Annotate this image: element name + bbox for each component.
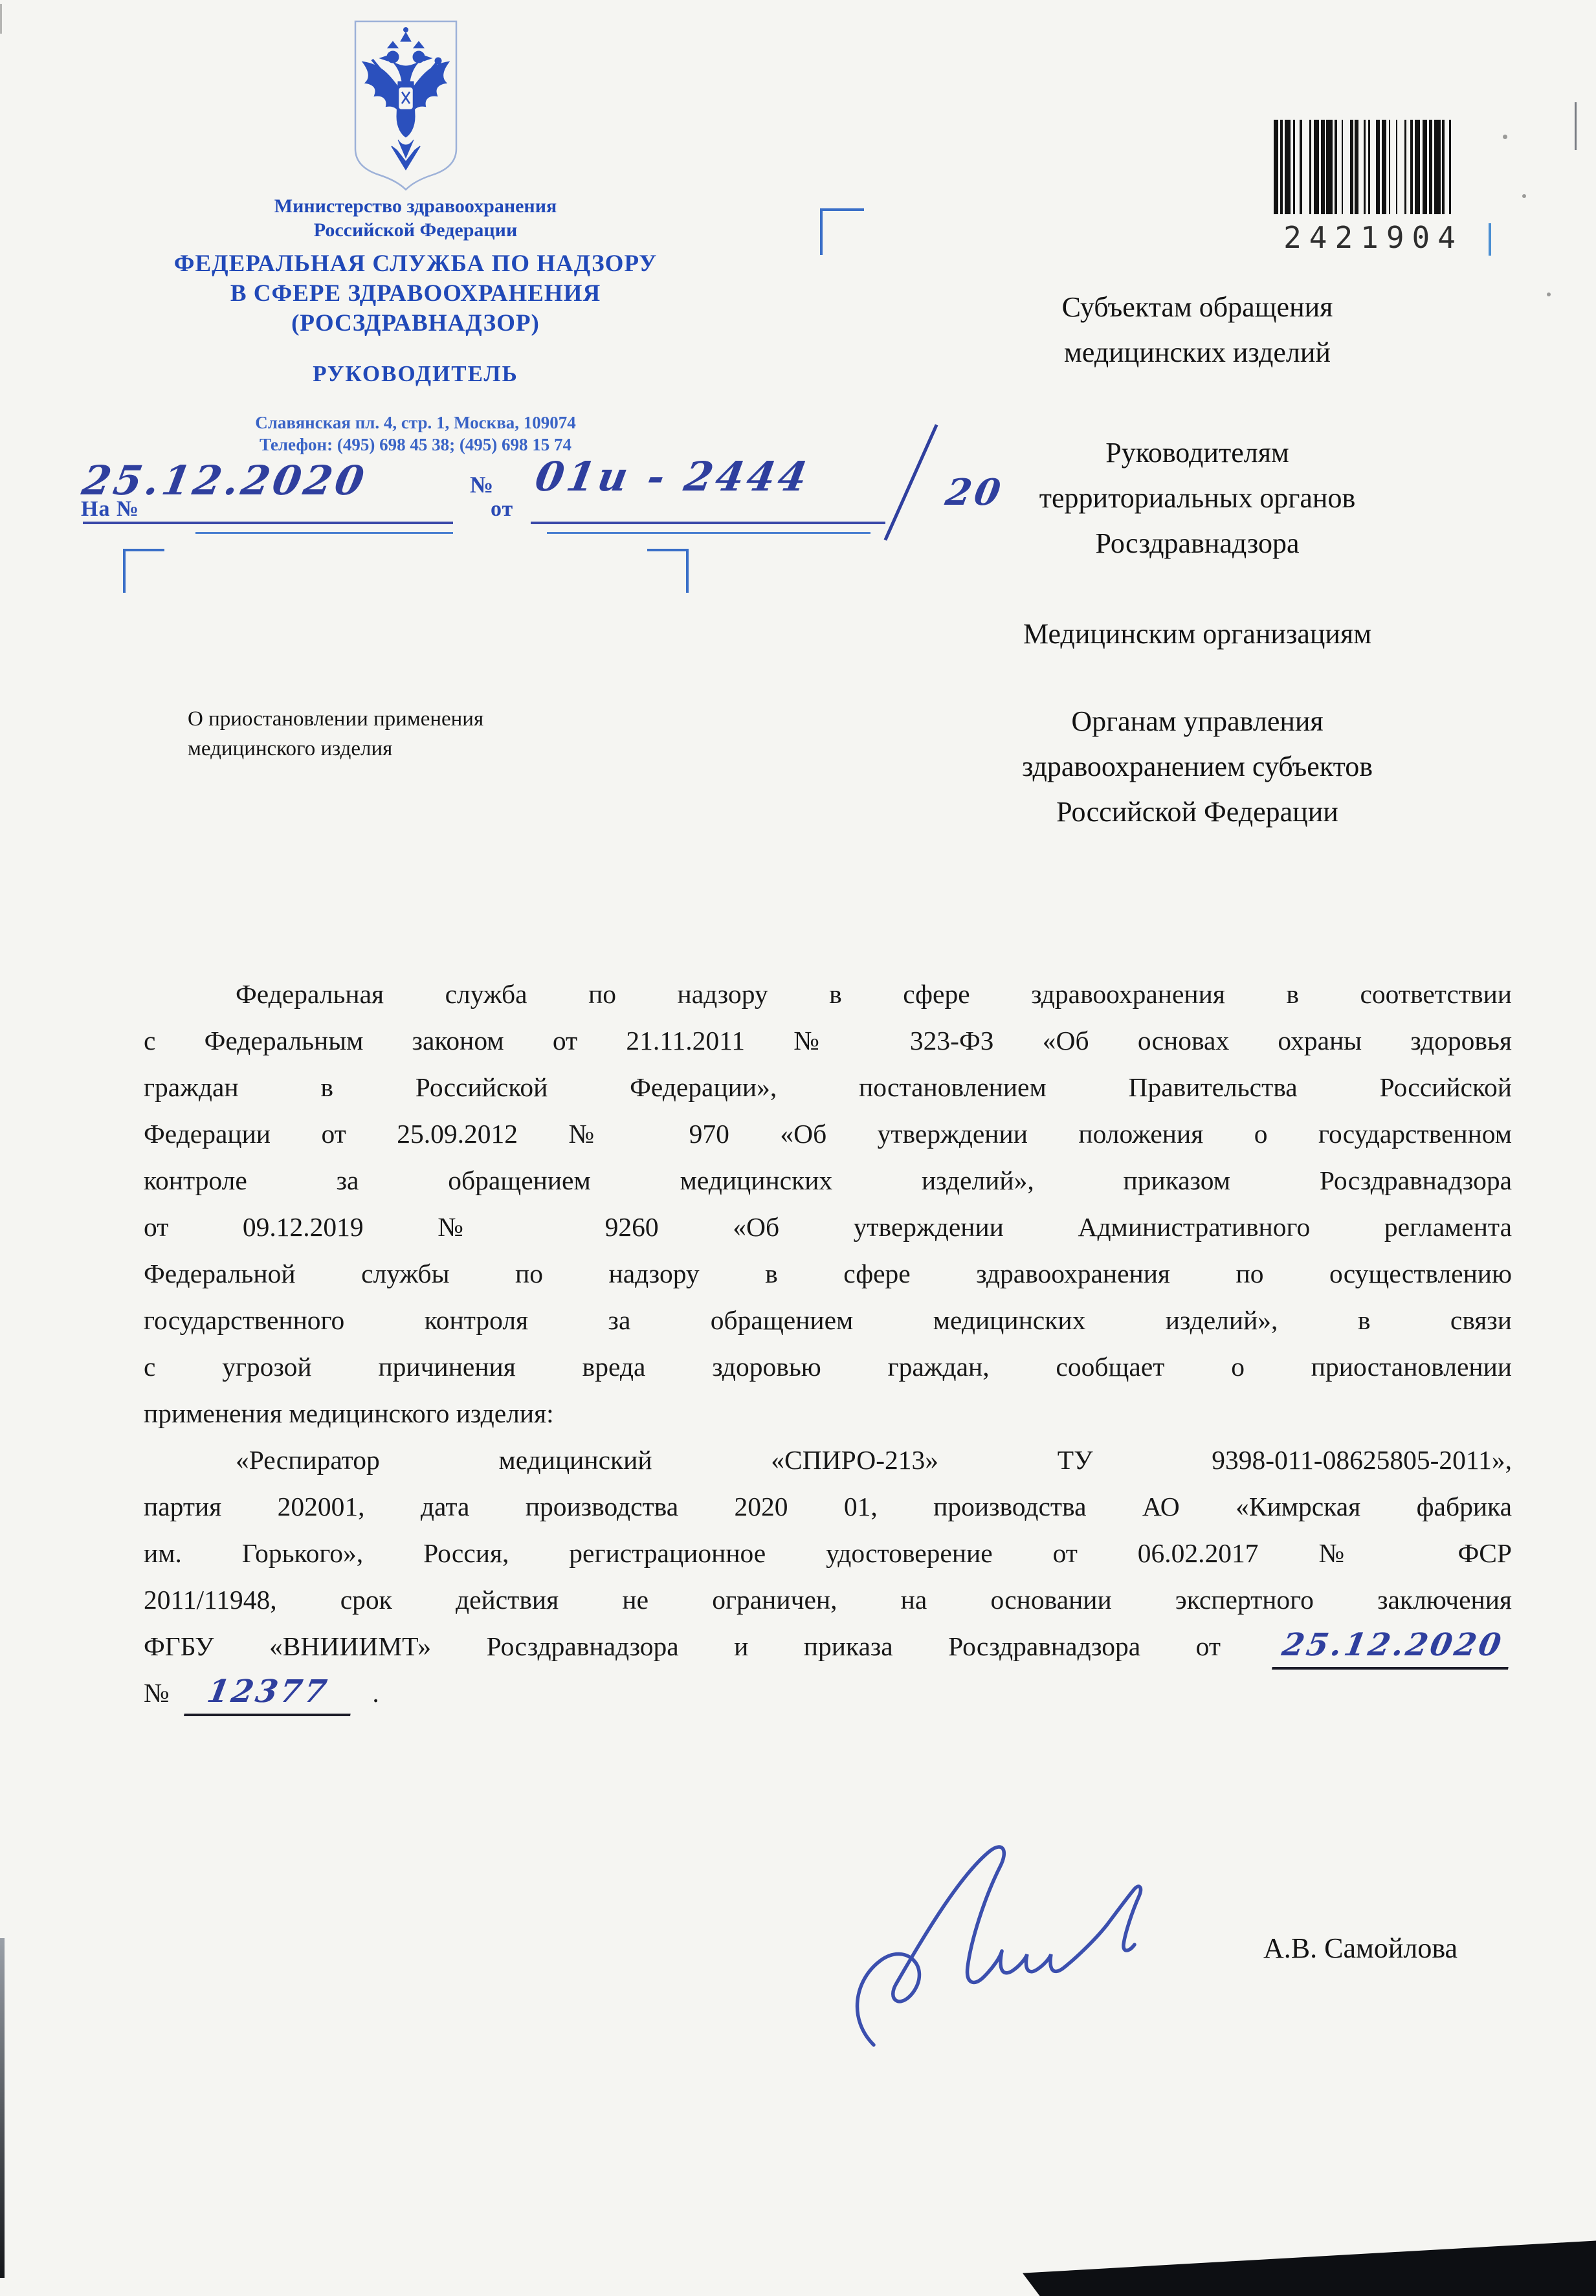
- recipient-group: [906, 430, 1489, 566]
- body-line: государственного контроля за обращением медицинских изделий», в связи: [144, 1305, 1512, 1335]
- scan-artifact-left-edge: [0, 1938, 5, 2278]
- frame-corner-bottom-left: [123, 549, 164, 593]
- body-line: применения медицинского изделия:: [144, 1398, 554, 1428]
- na-underline: [195, 532, 453, 534]
- barcode-gap: [1302, 120, 1309, 214]
- body-text: [144, 971, 1512, 1716]
- recipient-group: [906, 285, 1489, 375]
- barcode-gap: [1370, 120, 1377, 214]
- subject-block: [188, 704, 483, 764]
- body-line-with-handwritten-date: [144, 1623, 1512, 1670]
- body-line: граждан в Российской Федерации», постановлением Правительства Российской: [144, 1072, 1512, 1102]
- service-name: [72, 249, 759, 338]
- service-line1: ФЕДЕРАЛЬНАЯ СЛУЖБА ПО НАДЗОРУ: [173, 250, 658, 277]
- barcode-bar: [1285, 120, 1291, 214]
- barcode-gap: [1358, 120, 1364, 214]
- body-line: «Респиратор медицинский «СПИРО-213» ТУ 9398-011-08625805-2011»,: [236, 1445, 1512, 1475]
- recipient-line: Российской Федерации: [1056, 796, 1338, 828]
- body-line16-prefix: №: [144, 1678, 170, 1708]
- recipient-line: Медицинским организациям: [1023, 618, 1372, 650]
- barcode-bar: [1314, 120, 1319, 214]
- recipient-group: [906, 612, 1489, 657]
- body-line: Федеральной службы по надзору в сфере здравоохранения по осуществлению: [144, 1259, 1512, 1288]
- blue-tick-mark: [1489, 223, 1491, 256]
- ministry-line2: Российской Федерации: [313, 219, 518, 241]
- barcode-gap: [1295, 120, 1300, 214]
- scan-speck: [1503, 135, 1507, 139]
- address-block: [72, 412, 759, 456]
- signer-name: А.В. Самойлова: [1263, 1932, 1458, 1964]
- phone-line: Телефон: (495) 698 45 38; (495) 698 15 74: [259, 435, 572, 454]
- barcode-gap: [1390, 120, 1395, 214]
- scan-artifact-bottom-right: [1023, 2236, 1596, 2296]
- body-line: Федерации от 25.09.2012 № 970 «Об утверждении положения о государственном: [144, 1119, 1512, 1149]
- barcode-bar: [1434, 120, 1441, 214]
- body-line: с Федеральным законом от 21.11.2011 № 323-ФЗ «Об основах охраны здоровья: [144, 1026, 1512, 1055]
- handwritten-order-number: 12377: [184, 1672, 358, 1716]
- body-line: контроле за обращением медицинских изделий», приказом Росздравнадзора: [144, 1165, 1512, 1195]
- ot-underline: [547, 532, 870, 534]
- number-underline: [531, 522, 885, 524]
- ministry-name: [72, 194, 759, 242]
- handwritten-number-suffix: 20: [942, 471, 1007, 514]
- barcode-gap: [1397, 120, 1404, 214]
- scan-speck: [1547, 293, 1551, 296]
- handwritten-order-date: 25.12.2020: [1272, 1626, 1516, 1670]
- date-underline: [83, 522, 453, 524]
- ministry-line1: Министерство здравоохранения: [274, 195, 557, 217]
- recipient-line: медицинских изделий: [1064, 337, 1331, 368]
- barcode-digits: 2421904: [1283, 220, 1463, 255]
- barcode-gap: [1343, 120, 1350, 214]
- body-line: им. Горького», Россия, регистрационное удостоверение от 06.02.2017 № ФСР: [144, 1538, 1512, 1568]
- scan-artifact-top-left: [0, 4, 2, 34]
- recipient-line: Руководителям: [1105, 437, 1289, 469]
- na-number-label: На №: [81, 497, 140, 521]
- subject-line2: медицинского изделия: [188, 737, 393, 760]
- barcode-bar: [1326, 120, 1333, 214]
- body-line16-suffix: .: [372, 1678, 379, 1708]
- body-line: Федеральная служба по надзору в сфере здравоохранения в соответствии: [236, 979, 1512, 1009]
- handwritten-signature: [835, 1838, 1197, 2058]
- barcode-gap: [1451, 120, 1455, 214]
- position-title: РУКОВОДИТЕЛЬ: [313, 361, 518, 386]
- subject-line1: О приостановлении применения: [188, 707, 484, 731]
- barcode-bar: [1423, 120, 1427, 214]
- recipient-line: здравоохранением субъектов: [1021, 751, 1373, 782]
- right-edge-tick: [1575, 102, 1577, 150]
- recipient-line: территориальных органов: [1039, 482, 1356, 514]
- service-line2: В СФЕРЕ ЗДРАВООХРАНЕНИЯ: [230, 280, 601, 307]
- body-line: партия 202001, дата производства 2020 01, производства АО «Кимрская фабрика: [144, 1492, 1512, 1521]
- service-line3: (РОСЗДРАВНАДЗОР): [291, 310, 540, 337]
- scan-speck: [1522, 194, 1526, 198]
- body-line-with-handwritten-number: [144, 1670, 1512, 1716]
- handwritten-date: 25.12.2020: [78, 457, 371, 504]
- address-line: Славянская пл. 4, стр. 1, Москва, 109074: [255, 413, 576, 432]
- barcode-gap: [1445, 120, 1449, 214]
- ot-label: от: [491, 497, 514, 521]
- recipient-line: Органам управления: [1071, 705, 1324, 737]
- recipient-group: [906, 699, 1489, 835]
- body-line: с угрозой причинения вреда здоровью граждан, сообщает о приостановлении: [144, 1352, 1512, 1382]
- number-sign: №: [470, 472, 494, 498]
- frame-corner-bottom-right: [647, 549, 689, 593]
- barcode: [1274, 120, 1473, 214]
- handwritten-number: 01и - 2444: [531, 453, 814, 500]
- barcode-bar: [1274, 120, 1278, 214]
- body-line15-printed: ФГБУ «ВНИИИМТ» Росздравнадзора и приказа Росздравнадзора от: [144, 1631, 1221, 1661]
- barcode-bar: [1382, 120, 1386, 214]
- recipient-line: Росздравнадзора: [1095, 527, 1300, 559]
- coat-of-arms-emblem: [353, 19, 459, 194]
- barcode-bar: [1415, 120, 1420, 214]
- body-line: от 09.12.2019 № 9260 «Об утверждении Административного регламента: [144, 1212, 1512, 1242]
- recipient-frame-corner: [820, 208, 864, 255]
- body-line: 2011/11948, срок действия не ограничен, на основании экспертного заключения: [144, 1585, 1512, 1615]
- barcode-gap: [1337, 120, 1342, 214]
- recipient-line: Субъектам обращения: [1061, 291, 1333, 323]
